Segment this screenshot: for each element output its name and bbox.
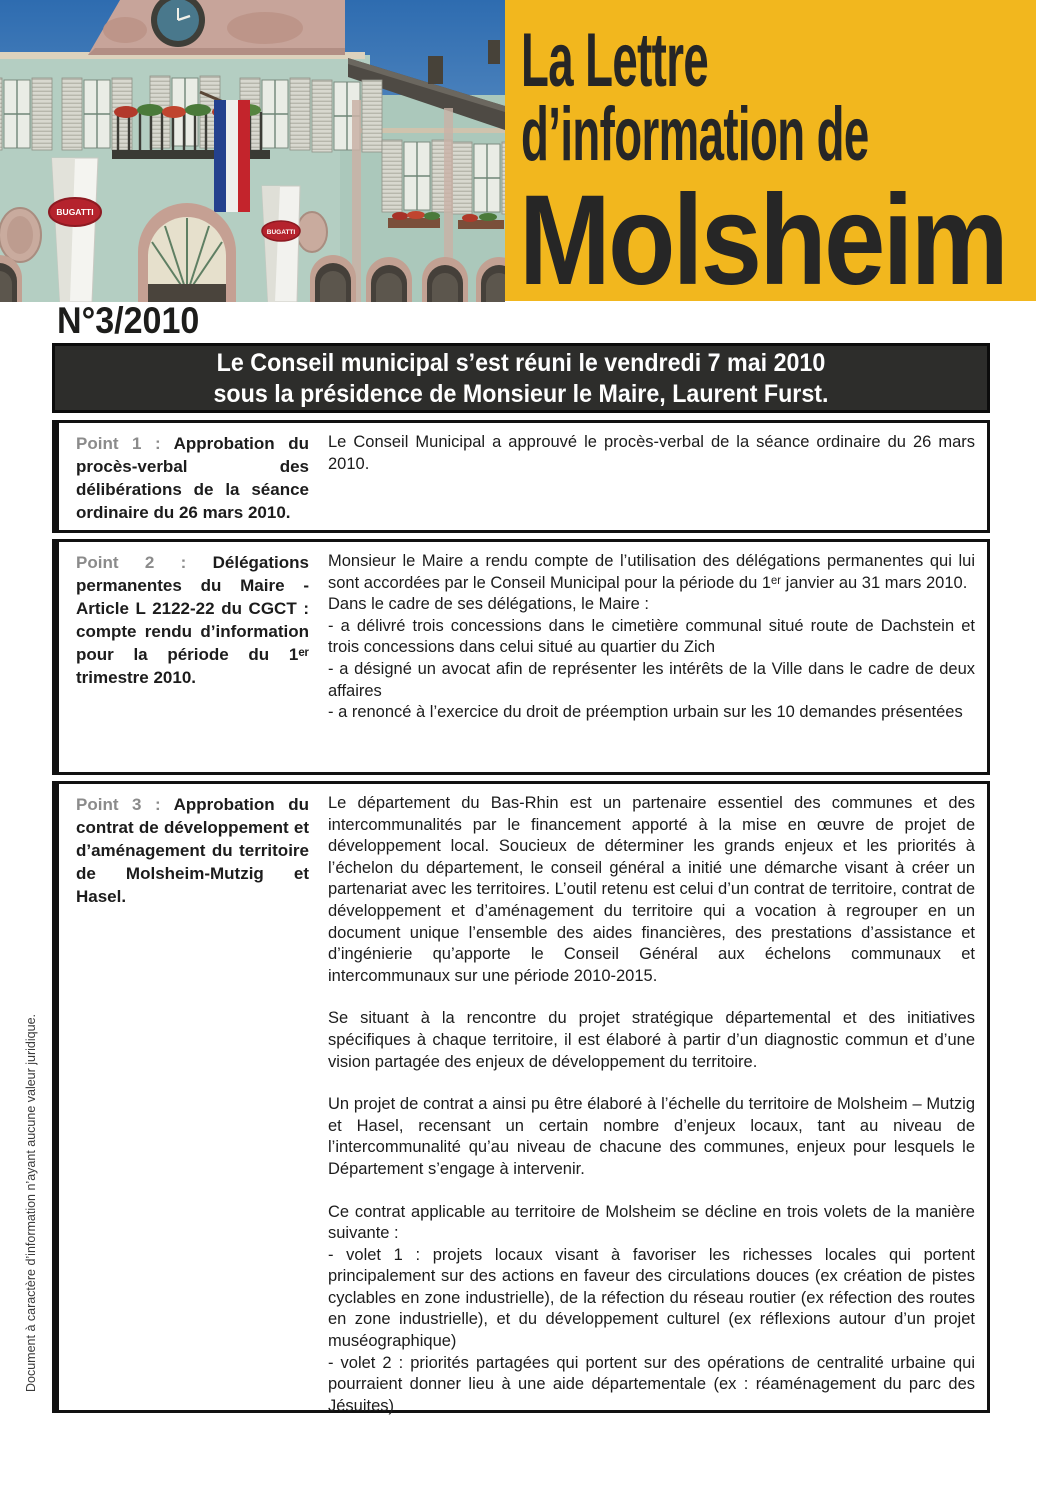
point-box-3 bbox=[52, 781, 990, 1413]
session-banner-line1: Le Conseil municipal s’est réuni le vendredi 7 mai 2010 bbox=[216, 349, 826, 377]
paragraph: Dans le cadre de ses délégations, le Maire : bbox=[328, 595, 650, 614]
bugatti-banner-label: BUGATTI bbox=[266, 229, 296, 236]
newsletter-title-line1: La Lettre bbox=[521, 18, 709, 103]
paragraph: Un projet de contrat a ainsi pu être élaboré à l’échelle du territoire de Molsheim – Mutzig et Hasel, recensant un certain nombre d’enjeux locaux, tant au niveau de l’intercommunalité qu’au niveau de chacune des communes, enjeux pour lesquels le Département s’engage à intervenir. bbox=[328, 1095, 975, 1178]
paragraph: Se situant à la rencontre du projet stratégique départemental et des initiatives spécifiques à chaque territoire, il est élaboré à partir d’un diagnostic commun et d’une vision partagée des enjeux de développement du territoire. bbox=[328, 1009, 975, 1071]
point-body bbox=[328, 793, 975, 1417]
point-title: Délégations permanentes du Maire - Article L 2122-22 du CGCT : compte rendu d’information pour la période du 1ᵉʳ trimestre 2010. bbox=[76, 553, 309, 687]
masthead-title-block bbox=[505, 0, 1036, 312]
point-body bbox=[328, 432, 975, 475]
bugatti-banner-2 bbox=[262, 186, 300, 302]
point-title: Approbation du contrat de développement et d’aménagement du territoire de Molsheim-Mutzig et Hasel. bbox=[76, 795, 309, 906]
legal-side-note: Document à caractère d’information n’ayant aucune valeur juridique. bbox=[24, 1014, 38, 1392]
bugatti-banner-label: BUGATTI bbox=[56, 207, 94, 217]
point-label bbox=[76, 793, 309, 908]
issue-number: N°3/2010 bbox=[57, 300, 200, 341]
masthead-photo bbox=[0, 0, 505, 302]
point-label bbox=[76, 432, 309, 524]
point-body bbox=[328, 551, 975, 724]
newsletter-title-line2: d’information de bbox=[521, 92, 869, 177]
point-number: Point 1 : bbox=[76, 434, 174, 453]
newsletter-city: Molsheim bbox=[519, 169, 1007, 312]
point-box-2 bbox=[52, 539, 990, 775]
point-box-1 bbox=[52, 420, 990, 533]
point-label bbox=[76, 551, 309, 689]
paragraph: - a désigné un avocat afin de représenter les intérêts de la Ville dans le cadre de deux affaires bbox=[328, 659, 975, 700]
point-number: Point 3 : bbox=[76, 795, 174, 814]
pediment bbox=[88, 0, 345, 55]
town-hall-illustration bbox=[0, 0, 505, 302]
council-session-banner bbox=[52, 343, 990, 413]
paragraph: Le Conseil Municipal a approuvé le procès-verbal de la séance ordinaire du 26 mars 2010. bbox=[328, 433, 975, 473]
session-banner-line2: sous la présidence de Monsieur le Maire, Laurent Furst. bbox=[213, 380, 829, 408]
paragraph: - a renoncé à l’exercice du droit de préemption urbain sur les 10 demandes présentées bbox=[328, 703, 963, 722]
paragraph: - volet 2 : priorités partagées qui portent sur des opérations de centralité urbaine qui pourraient donner lieu à une aide départementale (ex : réaménagement du parc des Jésuites) bbox=[328, 1353, 975, 1415]
paragraph: Le département du Bas-Rhin est un partenaire essentiel des communes et des intercommunalités par le financement apporté à la mise en œuvre de projet de développement local. Soucieux de déterminer les grands enjeux et les priorités à l’échelon du département, le conseil général a initié une démarche visant à créer un partenariat avec les territoires. L’outil retenu est celui d’un contrat de territoire, contrat de développement et d’aménagement du territoire qui a vocation à regrouper en un document unique l’ensemble des aides financières, des prestations d’assistance et d’ingénierie qu’apporte le Conseil Général aux échelons communaux et intercommunaux sur une période 2010-2015. bbox=[328, 794, 975, 985]
paragraph: - a délivré trois concessions dans le cimetière communal situé route de Dachstein et trois concessions dans celui situé au quartier du Zich bbox=[328, 616, 975, 657]
point-number: Point 2 : bbox=[76, 553, 213, 572]
paragraph: Monsieur le Maire a rendu compte de l’utilisation des délégations permanentes qui lui sont accordées par le Conseil Municipal pour la période du 1ᵉʳ janvier au 31 mars 2010. bbox=[328, 552, 975, 592]
paragraph: Ce contrat applicable au territoire de Molsheim se décline en trois volets de la manière suivante : bbox=[328, 1202, 975, 1243]
point-title: Approbation du procès-verbal des délibérations de la séance ordinaire du 26 mars 2010. bbox=[76, 434, 309, 522]
paragraph: - volet 1 : projets locaux visant à favoriser les richesses locales qui portent principalement sur des actions en faveur des circulations douces (ex création de pistes cyclables en zone industrielle), de la réfection du réseau routier (ex réfection des routes en zone industrielle), et du développement culturel (ex réflexions autour d’un projet muséographique) bbox=[328, 1245, 975, 1351]
central-arch bbox=[138, 203, 236, 302]
